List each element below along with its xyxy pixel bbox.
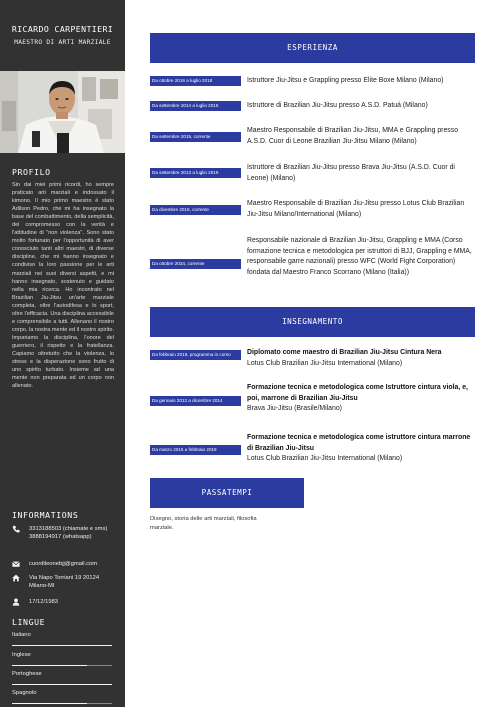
experience-section-title: ESPERIENZA	[150, 33, 475, 63]
experience-date-badge: Da settembre 2013 a luglio 2016	[150, 168, 241, 178]
language-level-bar	[12, 665, 112, 666]
experience-date-badge: Da ottobre 2024, corrente	[150, 259, 241, 269]
experience-entry: Istruttore di Brazilian Jiu-Jitsu presso Brava Jiu-Jitsu (A.S.D. Cuor di Leone) (Milano)	[247, 164, 455, 182]
language-item: Inglese	[12, 652, 31, 658]
phone-icon	[12, 525, 20, 533]
profile-photo	[0, 71, 125, 153]
person-name: RICARDO CARPENTIERI	[11, 24, 114, 34]
experience-entry: Maestro Responsabile di Brazilian Jiu-Jitsu, MMA e Grappling presso A.S.D. Cuor di Leone Brazilian Jiu-Jitsu Milano (Milano)	[247, 127, 459, 145]
contact-phone	[12, 525, 117, 551]
teaching-entry-title: Formazione tecnica e metodologica come istruttore cintura marrone di Brazilian Jiu-Jitsu	[247, 434, 471, 452]
experience-entry: Responsabile nazionale di Brazilian Jiu-Jitsu, Grappling e MMA (Corso formazione tecnica e metodologica per istruttori di BJJ, Grappling e MMA, responsabile garre nazionali) presso WFC (World Fight Corporation) fondata dal Maestro Franco Scorrano (Milano (Italia))	[247, 237, 472, 276]
sidebar	[0, 0, 125, 707]
birthdate-text: 17/12/1983	[29, 599, 59, 605]
teaching-entry	[247, 433, 475, 465]
teaching-entry	[247, 383, 475, 415]
language-level-fill	[12, 645, 112, 646]
main-content	[125, 0, 500, 707]
experience-entry: Istruttore Jiu-Jitsu e Grappling presso Elite Boxe Milano (Milano)	[247, 77, 444, 84]
user-icon	[12, 598, 20, 606]
experience-entry: Maestro Responsabile di Brazilian Jiu-Jitsu presso Lotus Club Brazilian Jiu-Jitsu Milano/International (Milano)	[247, 200, 465, 218]
language-level-bar	[12, 645, 112, 646]
experience-date-badge: Da settembre 2015, corrente	[150, 132, 241, 142]
person-role: MAESTRO DI ARTI MARZIALE	[14, 39, 111, 46]
language-item: Spagnolo	[12, 690, 37, 696]
language-item: Portoghese	[12, 671, 42, 677]
teaching-entry-title: Diplomato come maestro di Brazilian Jiu-Jitsu Cintura Nera	[247, 349, 442, 356]
address-text: Via Napo Torriani 19 20124 Milano-MI	[29, 575, 100, 589]
teaching-date-badge: Da marzo 2015 a febbraio 2019	[150, 445, 241, 455]
language-level-fill	[12, 684, 112, 685]
phone-text: 3313188503 (chiamate e sms) 3888194917 (whatsapp)	[29, 526, 108, 540]
teaching-entry-place: Brava Jiu-Jitsu (Brasile/Milano)	[247, 405, 342, 413]
language-level-bar	[12, 684, 112, 685]
language-level-fill	[12, 703, 87, 704]
info-section-title: INFORMATIONS	[12, 510, 79, 520]
name-block	[0, 0, 125, 72]
teaching-entry-title: Formazione tecnica e metodologica come Istruttore cintura viola, e, poi, marrone di Brazilian Jiu-Jitsu	[247, 384, 468, 402]
experience-date-badge: Da dicembre 2015, corrente	[150, 205, 241, 215]
language-level-bar	[12, 703, 112, 704]
languages-section-title: LINGUE	[12, 617, 46, 627]
profile-text: Sin dai miei primi ricordi, ho sempre praticato arti marziali e indossato il kimono. Il mio primo maestro è stato Adilson Pedro, che mi ha insegnato la base del combattimento, della semplicità, del compromesso con la verità e l'attitudine di "non violenza". Sono stato molto fortunato per l'opportunità di aver conosciuto tanti altri maestri, di diverse discipline, che mi hanno insegnato e condiviso la loro passione per le arti marziali nei suoi diversi aspetti, e mi hanno insegnato, sostenuto e guidato nella mia ricerca. Ho incontrato nel Brazilian Jiu-Jitsu un'arte marziale completa, oltre l'autodifesa e lo sport, oltre l'efficacia. Una disciplina accessibile e comprensibile a tutti. Allenano il nostro corpo, la nostra mente ed il nostro spirito. Impariamo la disciplina, l'onore del guerriero, il rispetto e la fratellanza. Capiamo oltretutto che la violenza, lo stress e la disperazione sono frutto di uno spirito turbato. Insieme ad una mente non preparata ed un corpo non allenato.	[12, 182, 114, 390]
teaching-entry	[247, 348, 475, 369]
experience-date-badge: Da ottobre 2016 a luglio 2018	[150, 76, 241, 86]
hobbies-text: Disegno, storia delle arti marziali, filosofia marziale.	[150, 516, 257, 531]
teaching-date-badge: Da gennaio 2012 a dicembre 2014	[150, 396, 241, 406]
experience-entry: Istruttore di Brazilian Jiu-Jitsu presso A.S.D. Patuá (Milano)	[247, 102, 428, 109]
contact-address	[12, 574, 117, 592]
email-text: cuordileonebjj@gmail.com	[29, 561, 98, 567]
teaching-entry-place: Lotus Club Brazilian Jiu-Jitsu International (Milano)	[247, 359, 403, 367]
profile-section-title: PROFILO	[12, 167, 51, 177]
teaching-entry-place: Lotus Club Brazilian Jiu-Jitsu International (Milano)	[247, 455, 403, 463]
experience-date-badge: Da settembre 2014 a luglio 2016	[150, 101, 241, 111]
envelope-icon	[12, 560, 20, 568]
hobbies-section-title: PASSATEMPI	[150, 478, 304, 508]
language-level-fill	[12, 665, 87, 666]
profile-photo-image	[0, 71, 125, 153]
teaching-section-title: INSEGNAMENTO	[150, 307, 475, 337]
language-item: Italiano	[12, 632, 31, 638]
home-icon	[12, 574, 20, 582]
teaching-date-badge: Da febbraio 2019, programma in corso	[150, 350, 241, 360]
